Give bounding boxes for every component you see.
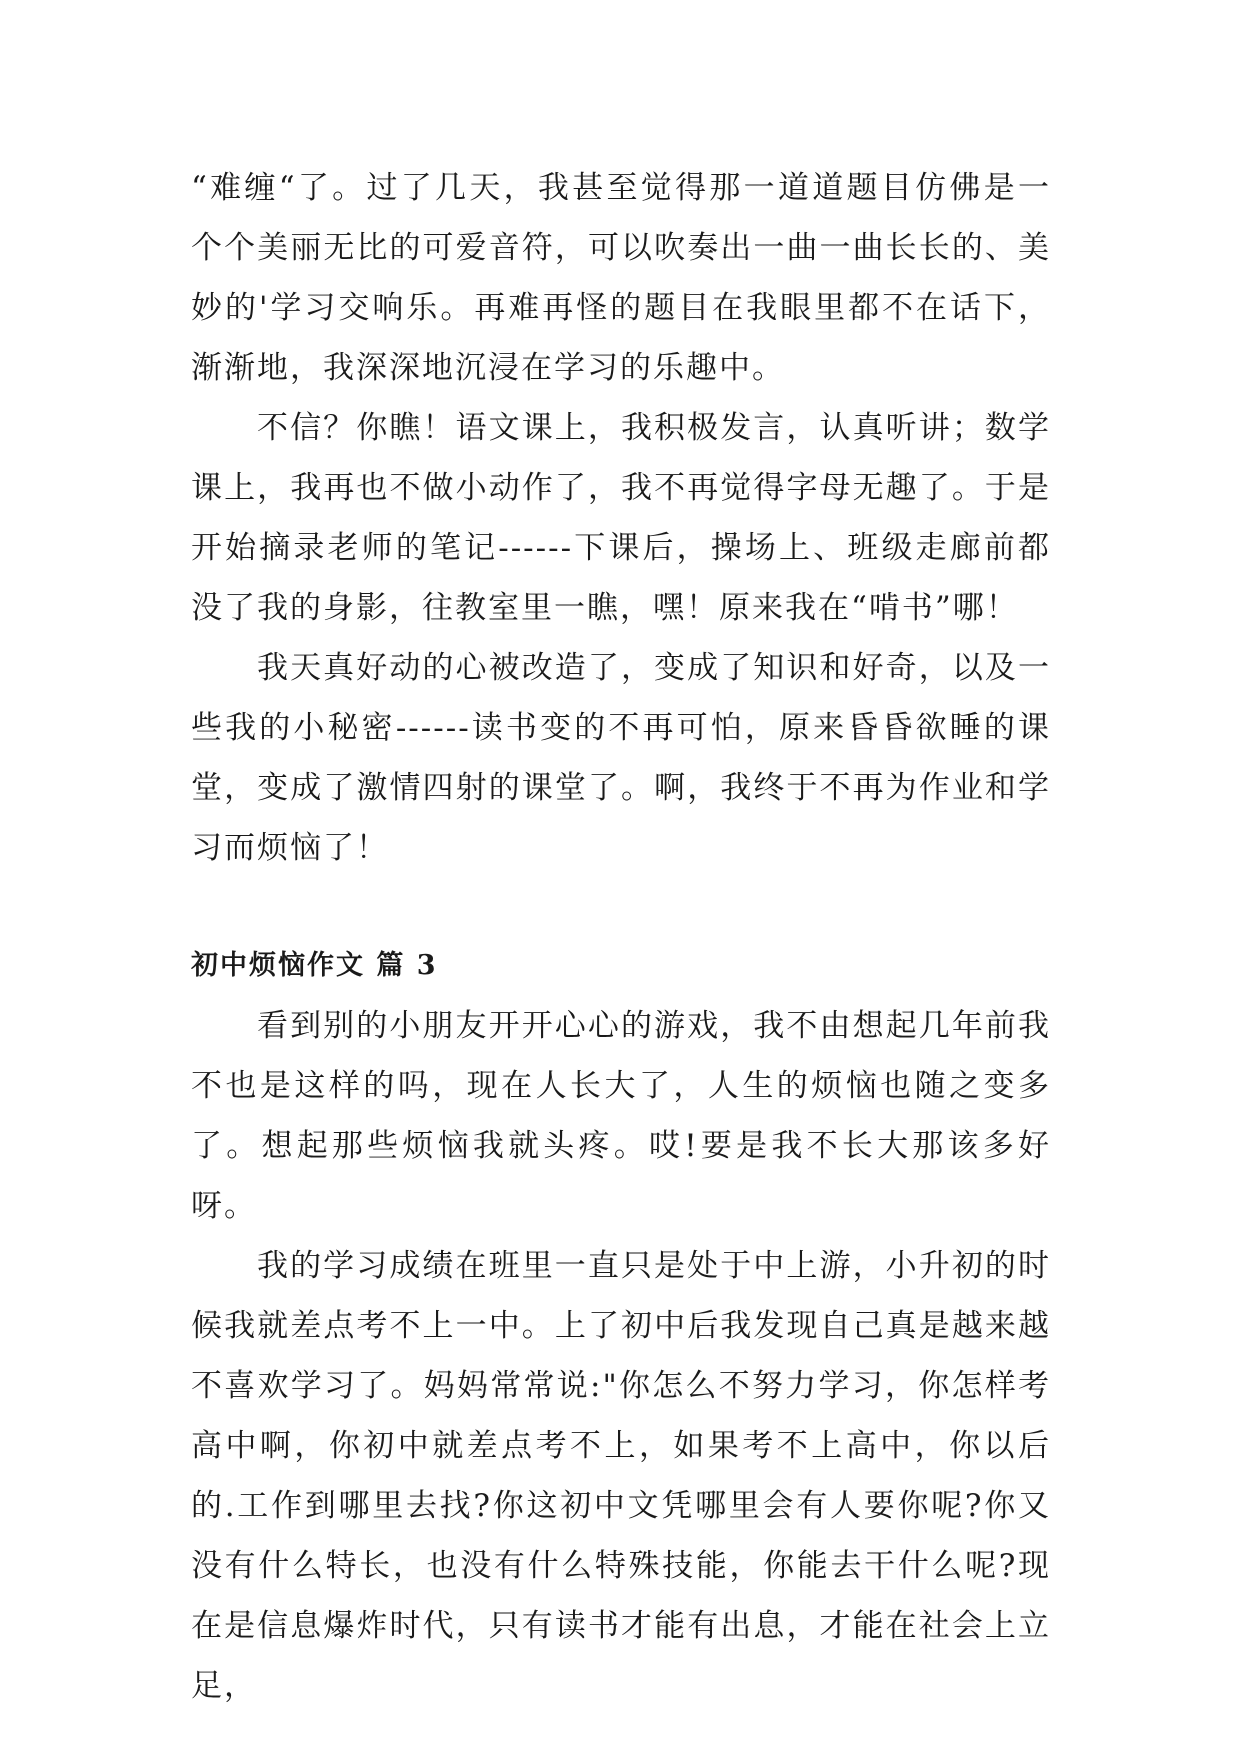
paragraph: 我天真好动的心被改造了，变成了知识和好奇，以及一些我的小秘密------读书变的不再可怕，原来昏昏欲睡的课堂，变成了激情四射的课堂了。啊，我终于不再为作业和学习而烦恼了！ — [191, 650, 1051, 866]
paragraph: 看到别的小朋友开开心心的游戏，我不由想起几年前我不也是这样的吗，现在人长大了，人生的烦恼也随之变多了。想起那些烦恼我就头疼。哎!要是我不长大那该多好呀。 — [191, 1008, 1051, 1224]
document-body — [191, 158, 1051, 1716]
section-title: 初中烦恼作文 篇 3 — [191, 950, 438, 981]
paragraph: 我的学习成绩在班里一直只是处于中上游，小升初的时候我就差点考不上一中。上了初中后我发现自己真是越来越不喜欢学习了。妈妈常常说:"你怎么不努力学习，你怎样考高中啊，你初中就差点考不上，如果考不上高中，你以后的.工作到哪里去找?你这初中文凭哪里会有人要你呢?你又没有什么特长，也没有什么特殊技能，你能去干什么呢?现在是信息爆炸时代，只有读书才能有出息，才能在社会上立足， — [191, 1248, 1051, 1704]
paragraph-continued: “难缠“了。过了几天，我甚至觉得那一道道题目仿佛是一个个美丽无比的可爱音符，可以吹奏出一曲一曲长长的、美妙的'学习交响乐。再难再怪的题目在我眼里都不在话下，渐渐地，我深深地沉浸在学习的乐趣中。 — [191, 170, 1051, 386]
paragraph: 不信？你瞧！语文课上，我积极发言，认真听讲；数学课上，我再也不做小动作了，我不再觉得字母无趣了。于是开始摘录老师的笔记------下课后，操场上、班级走廊前都没了我的身影，往教室里一瞧，嘿！原来我在“啃书”哪！ — [191, 410, 1051, 626]
